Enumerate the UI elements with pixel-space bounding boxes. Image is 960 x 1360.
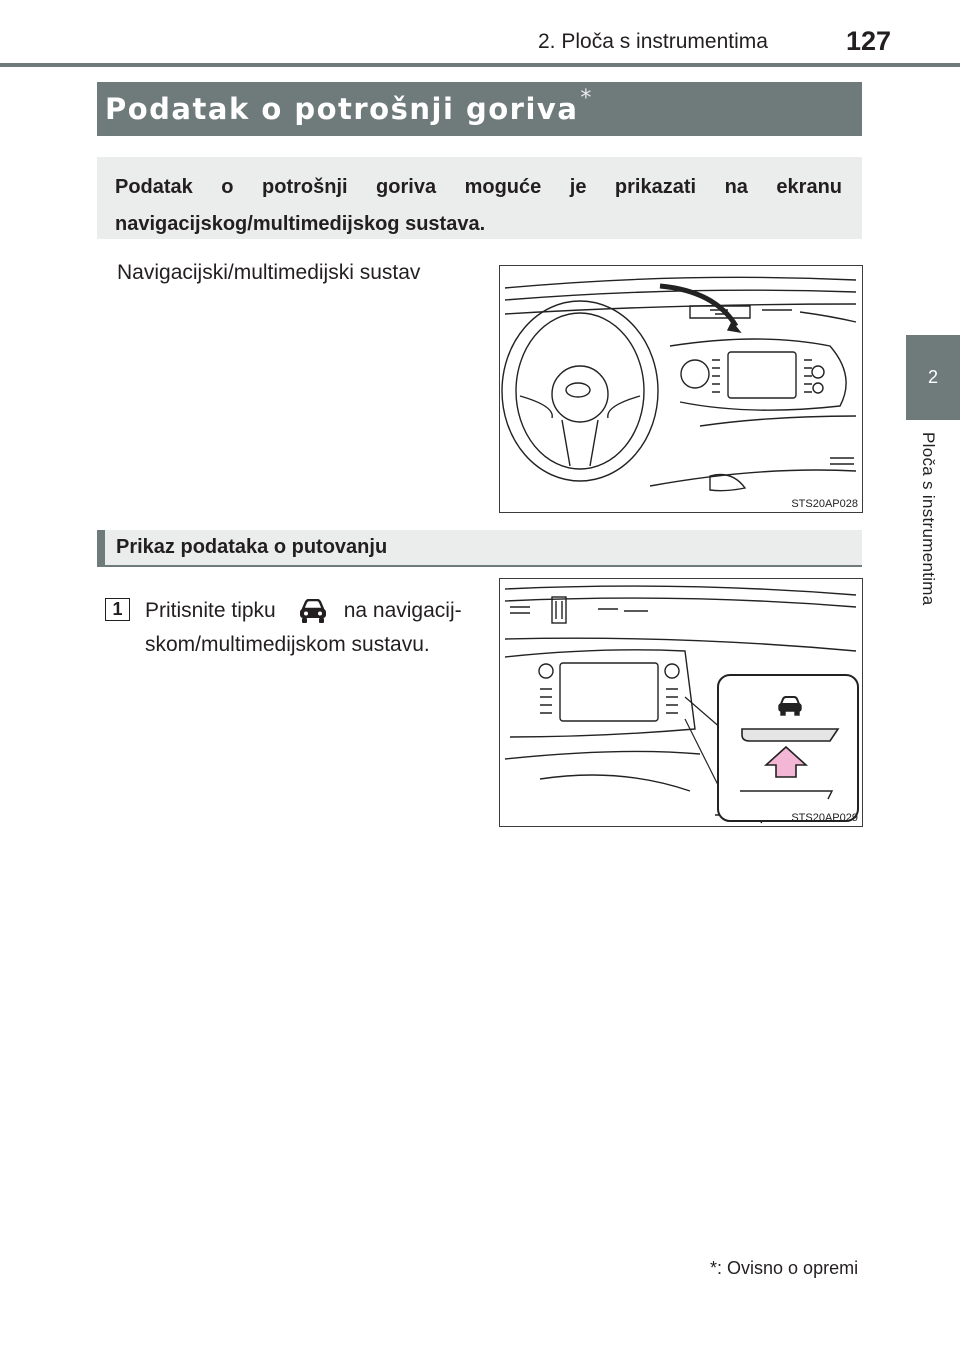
- footnote: [710, 1258, 858, 1279]
- head-unit-illustration: [499, 578, 863, 827]
- step-text-line2: skom/multimedijskom sustavu.: [145, 633, 430, 656]
- figure-code: STS20AP028: [791, 498, 858, 510]
- footnote-marker: *: [710, 1258, 718, 1278]
- chapter-tab: [906, 335, 960, 420]
- running-header-title: 2. Ploča s instrumentima: [538, 30, 768, 53]
- nav-system-label: Navigacijski/multimedijski sustav: [117, 261, 421, 284]
- subsection-title: [97, 530, 862, 567]
- dashboard-drawing: [500, 266, 862, 512]
- page-number: 127: [846, 26, 892, 56]
- figure-code: STS20AP029: [791, 812, 858, 824]
- chapter-tab-number: 2: [927, 367, 938, 387]
- step-text-line1: [145, 599, 462, 625]
- step-text-before-icon: Pritisnite tipku: [145, 599, 276, 622]
- section-title: [97, 82, 862, 136]
- chapter-tab-label: Ploča s instrumentima: [919, 432, 938, 606]
- header-rule: [0, 63, 960, 67]
- footnote-text: : Ovisno o opremi: [717, 1258, 859, 1278]
- section-title-asterisk: *: [580, 86, 593, 111]
- car-icon: [298, 599, 328, 625]
- intro-box: [97, 157, 862, 239]
- head-unit-drawing: [500, 579, 862, 826]
- intro-text: Podatak o potrošnji goriva moguće je prikazati na ekranu navigacijskog/multimedijskog sustava.: [115, 176, 842, 235]
- step-number: 1: [105, 598, 130, 621]
- step-text-after-icon: na navigacij-: [343, 599, 462, 622]
- subsection-title-text: Prikaz podataka o putovanju: [116, 536, 388, 558]
- section-title-text: Podatak o potrošnji goriva: [105, 92, 579, 126]
- dashboard-illustration: [499, 265, 863, 513]
